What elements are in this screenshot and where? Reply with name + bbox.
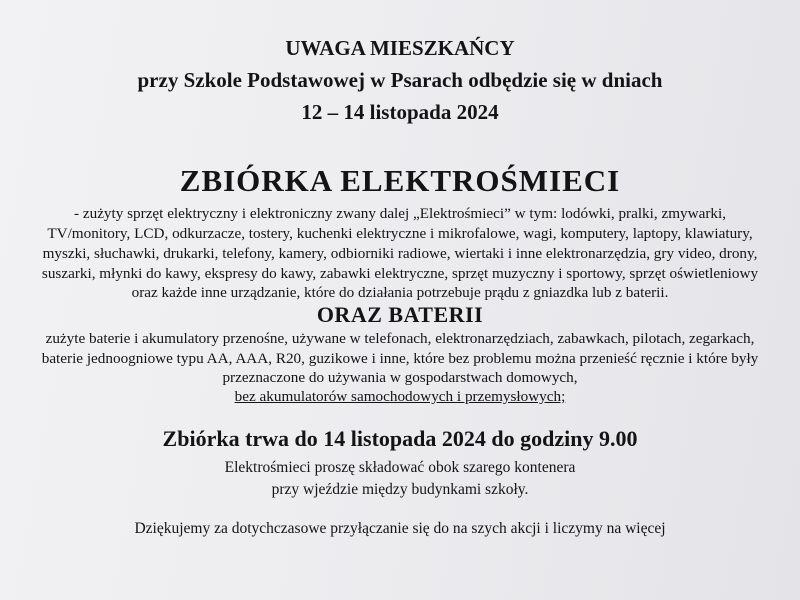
batteries-line: baterie jednoogniowe typu AA, AAA, R20, guzikowe i inne, które bez problemu można przenieść ręcznie i które były	[41, 350, 759, 367]
notice-title: ZBIÓRKA ELEKTROŚMIECI	[179, 163, 621, 198]
description-line: myszki, słuchawki, drukarki, telefony, kamery, odbiorniki radiowe, wiertaki i inne elektronarzędzia, gry video, drony,	[42, 245, 758, 262]
description-line: oraz każde inne urządzanie, które do działania potrzebuje prądu z gniazdka lub z baterii.	[131, 284, 669, 301]
header-line-2: przy Szkole Podstawowej w Psarach odbędzie się w dniach	[137, 68, 663, 92]
batteries-exclusion-text: bez akumulatorów samochodowych i przemysłowych;	[234, 388, 566, 405]
batteries-line: przeznaczone do używania w gospodarstwach domowych,	[222, 369, 578, 386]
instruction-line: Elektrośmieci proszę składować obok szarego kontenera	[224, 459, 576, 476]
batteries-exclusion	[0, 388, 800, 406]
batteries-subtitle: ORAZ BATERII	[316, 302, 484, 327]
description-line: - zużyty sprzęt elektryczny i elektroniczny zwany dalej „Elektrośmieci” w tym: lodówki, pralki, zmywarki,	[74, 205, 726, 222]
batteries-line: zużyte baterie i akumulatory przenośne, używane w telefonach, elektronarzędziach, zabawkach, pilotach, zegarkach,	[45, 330, 755, 347]
instruction-line: przy wjeździe między budynkami szkoły.	[271, 481, 529, 498]
deadline-notice: Zbiórka trwa do 14 listopada 2024 do godziny 9.00	[162, 426, 638, 451]
thanks-line: Dziękujemy za dotychczasowe przyłączanie się do na szych akcji i liczymy na więcej	[134, 520, 666, 537]
header-line-3: 12 – 14 listopada 2024	[301, 100, 499, 124]
description-line: suszarki, młynki do kawy, ekspresy do kawy, zabawki elektryczne, sprzęt muzyczny i sportowy, sprzęt oświetleniowy	[41, 265, 759, 282]
header-line-1: UWAGA MIESZKAŃCY	[285, 36, 515, 60]
description-line: TV/monitory, LCD, odkurzacze, tostery, kuchenki elektryczne i mikrofalowe, wagi, komputery, laptopy, klawiatury,	[47, 225, 753, 242]
